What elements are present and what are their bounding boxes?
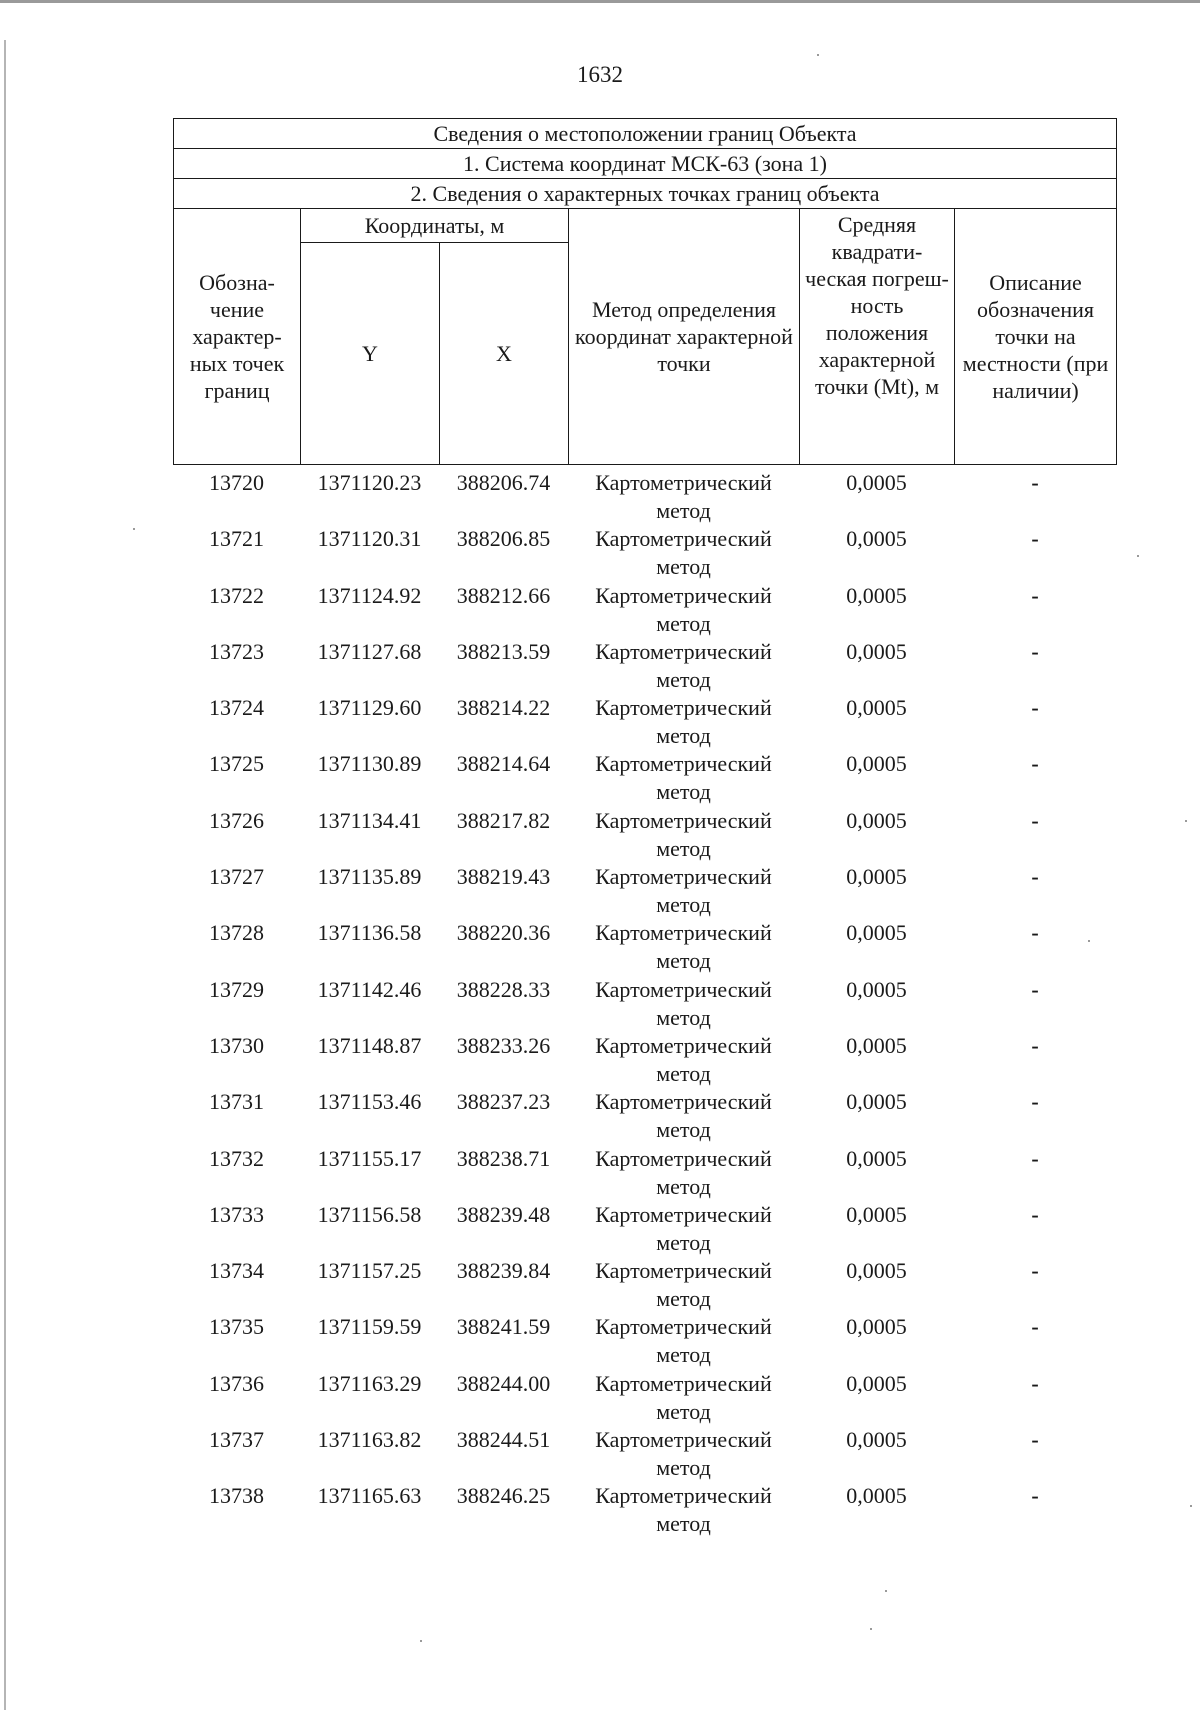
table-row xyxy=(173,1088,1116,1144)
point-method xyxy=(568,1370,799,1426)
scan-speck xyxy=(870,1628,872,1630)
coordinates-header: Координаты, м xyxy=(301,209,569,243)
point-id: 13738 xyxy=(209,1483,264,1509)
point-y: 1371148.87 xyxy=(317,1032,422,1058)
point-description: - xyxy=(1031,1258,1039,1284)
point-id: 13722 xyxy=(209,582,264,608)
point-accuracy: 0,0005 xyxy=(846,1089,907,1115)
point-id: 13731 xyxy=(209,1089,264,1115)
point-id: 13723 xyxy=(209,638,264,664)
point-y: 1371163.29 xyxy=(317,1370,422,1396)
point-description: - xyxy=(1031,526,1039,552)
point-method xyxy=(568,525,799,581)
point-y: 1371120.31 xyxy=(317,526,422,552)
point-x: 388206.85 xyxy=(456,526,551,552)
table-row xyxy=(173,469,1116,525)
method-line-1: Картометрический xyxy=(595,1089,772,1115)
table-row xyxy=(173,1257,1116,1313)
point-y: 1371157.25 xyxy=(317,1258,422,1284)
point-accuracy: 0,0005 xyxy=(846,1258,907,1284)
point-description: - xyxy=(1031,1427,1039,1453)
method-line-2: метод xyxy=(656,1060,711,1086)
point-y: 1371142.46 xyxy=(317,976,422,1002)
method-line-2: метод xyxy=(656,723,711,749)
method-line-1: Картометрический xyxy=(595,470,772,495)
point-accuracy: 0,0005 xyxy=(846,1032,907,1058)
point-description: - xyxy=(1031,920,1039,946)
point-x: 388239.48 xyxy=(456,1201,551,1227)
method-line-1: Картометрический xyxy=(595,807,772,833)
point-x: 388206.74 xyxy=(456,470,551,495)
point-x: 388213.59 xyxy=(456,638,551,664)
point-x: 388246.25 xyxy=(456,1483,551,1509)
point-accuracy: 0,0005 xyxy=(846,807,907,833)
scan-speck xyxy=(817,54,819,56)
method-line-2: метод xyxy=(656,1004,711,1030)
point-method xyxy=(568,694,799,750)
point-y: 1371155.17 xyxy=(317,1145,422,1171)
point-accuracy: 0,0005 xyxy=(846,1201,907,1227)
point-method xyxy=(568,469,799,525)
point-accuracy: 0,0005 xyxy=(846,526,907,552)
point-x: 388244.51 xyxy=(456,1427,551,1453)
point-method xyxy=(568,1032,799,1088)
point-method xyxy=(568,1313,799,1369)
point-id: 13721 xyxy=(209,526,264,552)
scan-edge-left xyxy=(4,40,6,1710)
scan-speck xyxy=(885,1590,887,1592)
point-accuracy: 0,0005 xyxy=(846,1483,907,1509)
coordinate-system: 1. Система координат МСК-63 (зона 1) xyxy=(174,149,1117,179)
page-number: 1632 xyxy=(577,62,623,87)
point-y: 1371156.58 xyxy=(317,1201,422,1227)
point-accuracy: 0,0005 xyxy=(846,920,907,946)
point-id: 13724 xyxy=(209,695,264,721)
point-accuracy: 0,0005 xyxy=(846,751,907,777)
point-method xyxy=(568,807,799,863)
method-line-1: Картометрический xyxy=(595,1145,772,1171)
point-x: 388219.43 xyxy=(456,864,551,890)
point-y: 1371165.63 xyxy=(317,1483,422,1509)
point-method xyxy=(568,638,799,694)
point-id: 13729 xyxy=(209,976,264,1002)
point-method xyxy=(568,919,799,975)
point-accuracy: 0,0005 xyxy=(846,976,907,1002)
method-line-2: метод xyxy=(656,1455,711,1481)
point-method xyxy=(568,863,799,919)
x-header: X xyxy=(440,243,569,465)
point-x: 388212.66 xyxy=(456,582,551,608)
point-id: 13728 xyxy=(209,920,264,946)
method-line-1: Картометрический xyxy=(595,920,772,946)
section-title: 2. Сведения о характерных точках границ объекта xyxy=(174,179,1117,209)
point-y: 1371153.46 xyxy=(317,1089,422,1115)
point-accuracy: 0,0005 xyxy=(846,470,907,495)
point-method xyxy=(568,1201,799,1257)
method-line-2: метод xyxy=(656,892,711,918)
method-line-1: Картометрический xyxy=(595,638,772,664)
table-row xyxy=(173,919,1116,975)
point-description: - xyxy=(1031,638,1039,664)
point-id: 13720 xyxy=(209,470,264,495)
point-y: 1371163.82 xyxy=(317,1427,422,1453)
point-id: 13736 xyxy=(209,1370,264,1396)
point-description: - xyxy=(1031,976,1039,1002)
method-line-1: Картометрический xyxy=(595,582,772,608)
point-accuracy: 0,0005 xyxy=(846,582,907,608)
method-line-1: Картометрический xyxy=(595,1032,772,1058)
method-line-1: Картометрический xyxy=(595,1483,772,1509)
point-method xyxy=(568,1088,799,1144)
point-id: 13735 xyxy=(209,1314,264,1340)
point-description: - xyxy=(1031,864,1039,890)
scan-speck xyxy=(420,1640,422,1642)
table-row xyxy=(173,807,1116,863)
point-id: 13726 xyxy=(209,807,264,833)
point-description: - xyxy=(1031,582,1039,608)
table-row xyxy=(173,694,1116,750)
point-x: 388238.71 xyxy=(456,1145,551,1171)
accuracy-header: Средняя квадрати-ческая погреш-ность положения характерной точки (Mt), м xyxy=(800,209,955,465)
point-accuracy: 0,0005 xyxy=(846,638,907,664)
point-x: 388220.36 xyxy=(456,920,551,946)
point-y: 1371124.92 xyxy=(317,582,422,608)
point-x: 388228.33 xyxy=(456,976,551,1002)
table-row xyxy=(173,1201,1116,1257)
point-description: - xyxy=(1031,1483,1039,1509)
point-accuracy: 0,0005 xyxy=(846,1145,907,1171)
point-description: - xyxy=(1031,470,1039,495)
method-line-1: Картометрический xyxy=(595,864,772,890)
table-row xyxy=(173,638,1116,694)
method-line-2: метод xyxy=(656,1173,711,1199)
table-row xyxy=(173,1426,1116,1482)
method-line-1: Картометрический xyxy=(595,1201,772,1227)
point-y: 1371159.59 xyxy=(317,1314,422,1340)
point-x: 388244.00 xyxy=(456,1370,551,1396)
method-line-1: Картометрический xyxy=(595,1314,772,1340)
y-header: Y xyxy=(301,243,440,465)
point-method xyxy=(568,1257,799,1313)
point-y: 1371135.89 xyxy=(317,864,422,890)
method-line-1: Картометрический xyxy=(595,695,772,721)
table-row xyxy=(173,750,1116,806)
method-line-2: метод xyxy=(656,835,711,861)
method-line-2: метод xyxy=(656,1511,711,1537)
description-header: Описание обозначения точки на местности (при наличии) xyxy=(955,209,1117,465)
table-title: Сведения о местоположении границ Объекта xyxy=(174,119,1117,149)
method-line-1: Картометрический xyxy=(595,976,772,1002)
method-line-2: метод xyxy=(656,498,711,523)
method-line-2: метод xyxy=(656,779,711,805)
point-accuracy: 0,0005 xyxy=(846,1370,907,1396)
method-line-1: Картометрический xyxy=(595,1370,772,1396)
point-id: 13734 xyxy=(209,1258,264,1284)
point-id: 13727 xyxy=(209,864,264,890)
method-line-1: Картометрический xyxy=(595,1258,772,1284)
point-method xyxy=(568,582,799,638)
method-line-2: метод xyxy=(656,1342,711,1368)
method-line-1: Картометрический xyxy=(595,751,772,777)
table-row xyxy=(173,863,1116,919)
table-row xyxy=(173,1032,1116,1088)
table-row xyxy=(173,1145,1116,1201)
method-line-2: метод xyxy=(656,554,711,580)
method-line-1: Картометрический xyxy=(595,1427,772,1453)
point-id: 13730 xyxy=(209,1032,264,1058)
point-description: - xyxy=(1031,807,1039,833)
table-row xyxy=(173,1313,1116,1369)
table-row xyxy=(173,1370,1116,1426)
point-description: - xyxy=(1031,751,1039,777)
point-x: 388214.64 xyxy=(456,751,551,777)
method-line-2: метод xyxy=(656,610,711,636)
point-accuracy: 0,0005 xyxy=(846,695,907,721)
table-row xyxy=(173,976,1116,1032)
point-x: 388241.59 xyxy=(456,1314,551,1340)
point-description: - xyxy=(1031,1032,1039,1058)
scan-speck xyxy=(1190,1505,1192,1507)
method-line-2: метод xyxy=(656,1229,711,1255)
point-y: 1371120.23 xyxy=(317,470,422,495)
scan-speck xyxy=(1137,555,1139,557)
method-header: Метод определения координат характерной точки xyxy=(569,209,800,465)
point-id: 13725 xyxy=(209,751,264,777)
point-y: 1371134.41 xyxy=(317,807,422,833)
point-accuracy: 0,0005 xyxy=(846,1427,907,1453)
point-method xyxy=(568,976,799,1032)
point-y: 1371127.68 xyxy=(317,638,422,664)
point-description: - xyxy=(1031,1370,1039,1396)
point-id: 13737 xyxy=(209,1427,264,1453)
point-description: - xyxy=(1031,1201,1039,1227)
point-method xyxy=(568,750,799,806)
point-description: - xyxy=(1031,1089,1039,1115)
point-id: 13733 xyxy=(209,1201,264,1227)
scan-edge-top xyxy=(0,0,1200,3)
table-row xyxy=(173,582,1116,638)
method-line-2: метод xyxy=(656,1286,711,1312)
scan-speck xyxy=(133,528,135,530)
designation-header: Обозна-чение характер-ных точек границ xyxy=(174,209,301,465)
point-x: 388214.22 xyxy=(456,695,551,721)
method-line-1: Картометрический xyxy=(595,526,772,552)
table-row xyxy=(173,1482,1116,1538)
points-table xyxy=(173,469,1116,1539)
point-accuracy: 0,0005 xyxy=(846,1314,907,1340)
point-x: 388239.84 xyxy=(456,1258,551,1284)
method-line-2: метод xyxy=(656,948,711,974)
point-x: 388237.23 xyxy=(456,1089,551,1115)
header-table xyxy=(173,118,1117,465)
method-line-2: метод xyxy=(656,666,711,692)
point-id: 13732 xyxy=(209,1145,264,1171)
point-x: 388233.26 xyxy=(456,1032,551,1058)
point-y: 1371130.89 xyxy=(317,751,422,777)
points-table-body xyxy=(173,469,1116,1539)
point-y: 1371136.58 xyxy=(317,920,422,946)
table-row xyxy=(173,525,1116,581)
point-method xyxy=(568,1145,799,1201)
point-description: - xyxy=(1031,1145,1039,1171)
point-accuracy: 0,0005 xyxy=(846,864,907,890)
scan-speck xyxy=(1088,940,1090,942)
method-line-2: метод xyxy=(656,1117,711,1143)
scan-speck xyxy=(1185,820,1187,822)
point-description: - xyxy=(1031,1314,1039,1340)
point-method xyxy=(568,1482,799,1538)
point-y: 1371129.60 xyxy=(317,695,422,721)
point-x: 388217.82 xyxy=(456,807,551,833)
method-line-2: метод xyxy=(656,1398,711,1424)
point-method xyxy=(568,1426,799,1482)
point-description: - xyxy=(1031,695,1039,721)
